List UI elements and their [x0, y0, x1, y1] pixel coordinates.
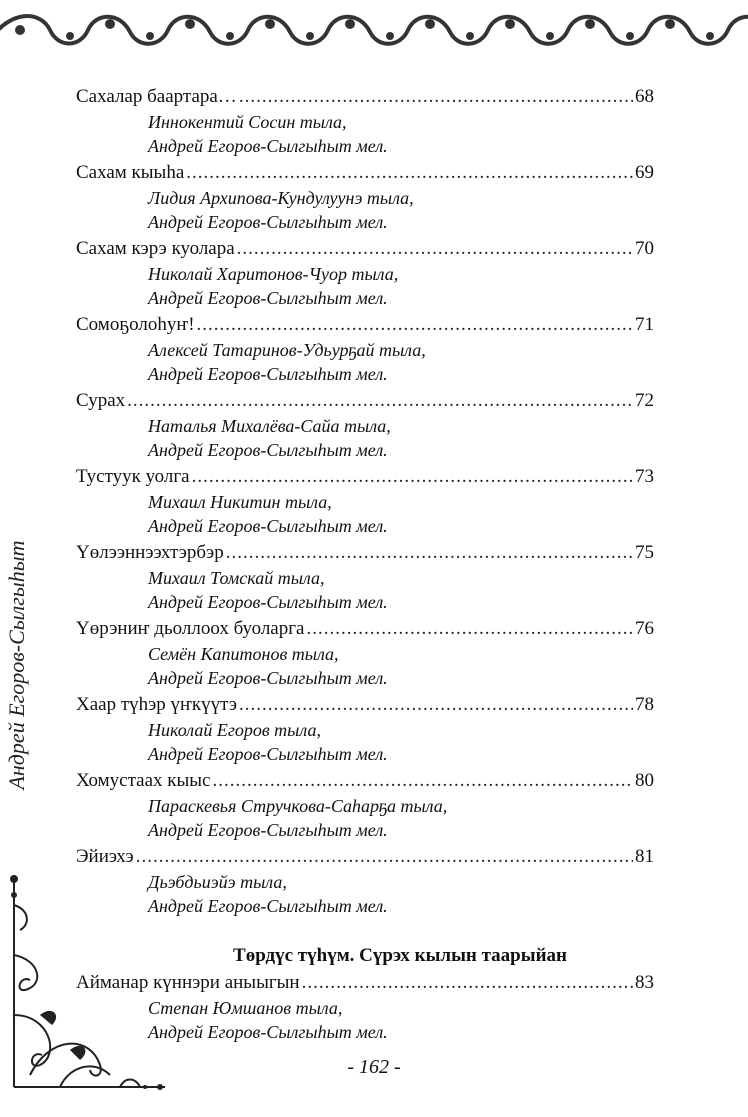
- dot-leader: [306, 616, 633, 642]
- entry-title: Эйиэхэ: [76, 846, 134, 867]
- entry-page: 70: [635, 238, 654, 259]
- music-composer: Андрей Егоров-Сылгыһыт мел.: [148, 744, 388, 764]
- toc-entry[interactable]: [76, 160, 654, 234]
- entry-title: Сомоҕолоһуҥ!: [76, 314, 195, 335]
- entry-title: Сахалар баартара…: [76, 86, 237, 107]
- music-composer: Андрей Егоров-Сылгыһыт мел.: [148, 136, 388, 156]
- entry-page: 73: [635, 466, 654, 487]
- ornamental-border-top: [0, 0, 748, 60]
- toc-entry[interactable]: [76, 540, 654, 614]
- toc-entry[interactable]: [76, 464, 654, 538]
- lyrics-author: Николай Егоров тыла,: [148, 720, 321, 740]
- vertical-author-text: [2, 500, 32, 830]
- toc-title-line[interactable]: [76, 540, 654, 566]
- toc-entry[interactable]: [76, 236, 654, 310]
- toc-title-line[interactable]: [76, 160, 654, 186]
- music-composer: Андрей Егоров-Сылгыһыт мел.: [148, 440, 388, 460]
- entry-page: 68: [635, 86, 654, 107]
- lyrics-author: Николай Харитонов-Чуор тыла,: [148, 264, 399, 284]
- dot-leader: [136, 844, 633, 870]
- dot-leader: [127, 388, 633, 414]
- page-number: - 162 -: [347, 1056, 401, 1078]
- toc-entry[interactable]: [76, 768, 654, 842]
- music-composer: Андрей Егоров-Сылгыһыт мел.: [148, 896, 388, 916]
- dot-leader: [197, 312, 633, 338]
- toc-title-line[interactable]: [76, 84, 654, 110]
- entry-title: Тустуук уолга: [76, 466, 190, 487]
- section-heading: Төрдүс түһүм. Сүрэх кылын таарыйан: [233, 945, 567, 966]
- entry-title: Сахам кэрэ куолара: [76, 238, 235, 259]
- dot-leader: [302, 970, 633, 996]
- entry-page: 76: [635, 618, 654, 639]
- toc-entry[interactable]: [76, 312, 654, 386]
- toc-title-line[interactable]: [76, 692, 654, 718]
- toc-entry[interactable]: [76, 844, 654, 918]
- music-composer: Андрей Егоров-Сылгыһыт мел.: [148, 1022, 388, 1042]
- music-composer: Андрей Егоров-Сылгыһыт мел.: [148, 592, 388, 612]
- toc-title-line[interactable]: [76, 844, 654, 870]
- toc-title-line[interactable]: [76, 312, 654, 338]
- lyrics-author: Дьэбдьиэйэ тыла,: [148, 872, 287, 892]
- music-composer: Андрей Егоров-Сылгыһыт мел.: [148, 364, 388, 384]
- spine-text: Андрей Егоров-Сылгыһыт: [4, 540, 29, 790]
- entry-title: Үөлээннээхтэрбэр: [76, 542, 224, 563]
- entry-title: Сурах: [76, 390, 126, 411]
- entry-page: 71: [635, 314, 654, 335]
- toc-entry[interactable]: [76, 970, 654, 1044]
- toc-title-line[interactable]: [76, 388, 654, 414]
- lyrics-author: Степан Юмшанов тыла,: [148, 998, 343, 1018]
- toc-title-line[interactable]: [76, 616, 654, 642]
- lyrics-author: Алексей Татаринов-Удьурҕай тыла,: [148, 340, 426, 360]
- toc-title-line[interactable]: [76, 970, 654, 996]
- dot-leader: [186, 160, 633, 186]
- toc-entry[interactable]: [76, 692, 654, 766]
- entry-page: 72: [635, 390, 654, 411]
- table-of-contents: [76, 84, 654, 1044]
- toc-title-line[interactable]: [76, 236, 654, 262]
- dot-leader: [237, 236, 633, 262]
- entry-title: Үөрэниҥ дьоллоох буоларга: [76, 618, 305, 639]
- dot-leader: [192, 464, 633, 490]
- lyrics-author: Иннокентий Сосин тыла,: [148, 112, 347, 132]
- toc-entry[interactable]: [76, 84, 654, 158]
- entry-page: 83: [635, 972, 654, 993]
- entry-page: 80: [635, 770, 654, 791]
- lyrics-author: Семён Капитонов тыла,: [148, 644, 339, 664]
- entry-page: 81: [635, 846, 654, 867]
- lyrics-author: Михаил Никитин тыла,: [148, 492, 332, 512]
- dot-leader: [239, 692, 633, 718]
- music-composer: Андрей Егоров-Сылгыһыт мел.: [148, 516, 388, 536]
- toc-entry[interactable]: [76, 388, 654, 462]
- toc-title-line[interactable]: [76, 768, 654, 794]
- lyrics-author: Параскевья Стручкова-Саһарҕа тыла,: [148, 796, 448, 816]
- entry-page: 78: [635, 694, 654, 715]
- entry-page: 69: [635, 162, 654, 183]
- music-composer: Андрей Егоров-Сылгыһыт мел.: [148, 212, 388, 232]
- dot-leader: [226, 540, 633, 566]
- entry-title: Хаар түһэр үҥкүүтэ: [76, 694, 238, 715]
- lyrics-author: Наталья Михалёва-Сайа тыла,: [148, 416, 391, 436]
- music-composer: Андрей Егоров-Сылгыһыт мел.: [148, 820, 388, 840]
- toc-entry[interactable]: [76, 616, 654, 690]
- dot-leader: [239, 84, 633, 110]
- music-composer: Андрей Егоров-Сылгыһыт мел.: [148, 668, 388, 688]
- toc-title-line[interactable]: [76, 464, 654, 490]
- entry-title: Айманар күннэри аныыгын: [76, 972, 300, 993]
- entry-title: Хомустаах кыыс: [76, 770, 211, 791]
- dot-leader: [212, 768, 633, 794]
- music-composer: Андрей Егоров-Сылгыһыт мел.: [148, 288, 388, 308]
- lyrics-author: Лидия Архипова-Кундулуунэ тыла,: [148, 188, 414, 208]
- entry-page: 75: [635, 542, 654, 563]
- lyrics-author: Михаил Томскай тыла,: [148, 568, 325, 588]
- entry-title: Сахам кыыһа: [76, 162, 185, 183]
